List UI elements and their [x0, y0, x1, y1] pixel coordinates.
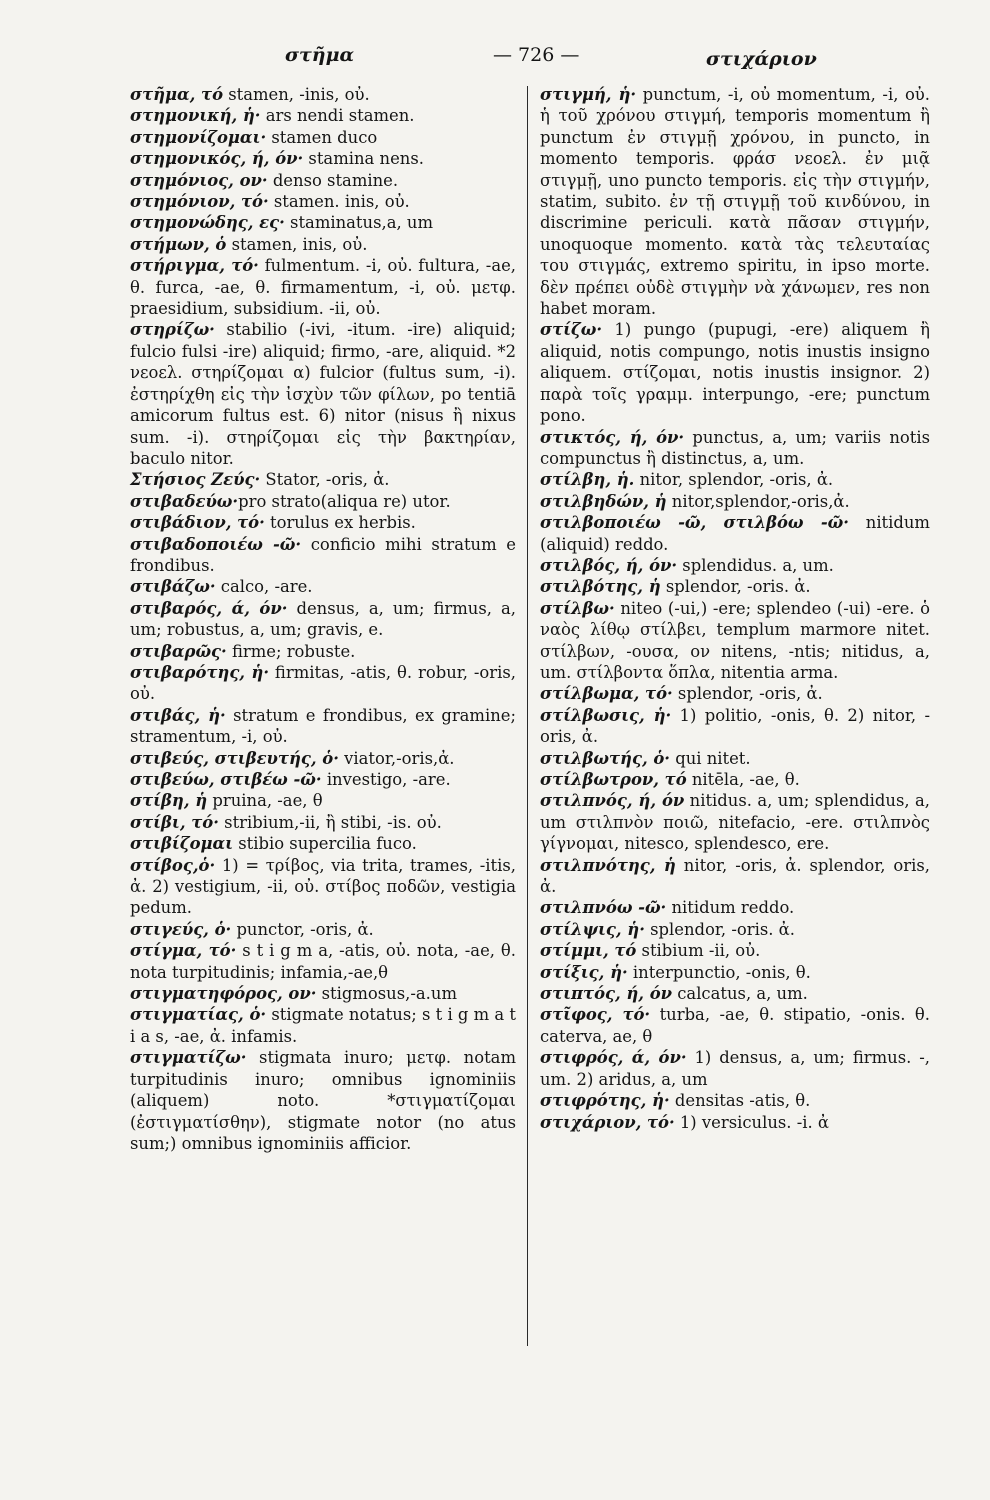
entry-definition: nitor,splendor,-oris,ἀ.: [666, 491, 850, 511]
entry-definition: torulus ex herbis.: [264, 513, 416, 533]
entry-headword: στίλβη, ἡ.: [540, 470, 635, 490]
entry-definition: niteo (-ui,) -ere; splendeo (-ui) -ere. ὁ ναὸς λίθῳ στίλβει, templum marmore nitet. στίλβων, -ουσα, ον nitens, -ntis; nitidus, a, um. στίλβοντα ὅπλα, nitentia arma.: [540, 598, 930, 682]
entry-headword: στιλπνόω -ῶ·: [540, 898, 667, 918]
entry-definition: nitidum (aliquid) reddo.: [540, 513, 930, 554]
page-header: [0, 44, 990, 74]
entry-headword: στίβι, τό·: [130, 812, 219, 832]
dictionary-entry: [130, 234, 516, 255]
entry-headword: στιλβοποιέω -ῶ, στιλβόω -ῶ·: [540, 513, 849, 533]
entry-definition: pro strato(aliqua re) utor.: [238, 491, 451, 511]
entry-definition: densus, a, um; firmus, a, um; robustus, a, um; gravis, e.: [130, 598, 516, 640]
entry-headword: στίμμι, τό: [540, 941, 637, 961]
entry-headword: στιχάριον, τό·: [540, 1112, 675, 1132]
entry-headword: στίλβωτρον, τό: [540, 770, 687, 789]
entry-definition: investigo, -are.: [321, 770, 451, 789]
entry-definition: splendor, -oris, ἀ.: [672, 684, 823, 704]
dictionary-entry: [130, 983, 516, 1004]
entry-definition: punctum, -i, οὐ momentum, -i, οὐ. ἡ τοῦ χρόνου στιγμή, temporis momentum ἢ punctum ἐν στιγμῇ χρόνου, in puncto, in momento temporis. φράσ νεοελ. ἐν μιᾷ στιγμῇ, uno puncto temporis. εἰς τὴν στιγμήν, statim, subito. ἐν τῇ στιγμῇ τοῦ κινδύνου, in discrimine periculi. κατὰ πᾶσαν στιγμήν, unoquoque momento. κατὰ τὰς τελευταίας του στιγμάς, extremo spiritu, in ipso morte. δὲν πρέπει οὐδὲ στιγμὴν νὰ χάνωμεν, res non habet moram.: [540, 85, 930, 319]
entry-definition: fulmentum. -i, οὐ. fultura, -ae, θ. furca, -ae, θ. firmamentum, -i, οὐ. μετφ. praesidium, subsidium. -ii, οὐ.: [130, 256, 517, 319]
dictionary-entry: [130, 940, 516, 983]
entry-definition: s t i g m a, -atis, οὐ. nota, -ae, θ. nota turpitudinis; infamia,-ae,θ: [130, 941, 516, 982]
dictionary-entry: [540, 683, 930, 704]
entry-definition: ars nendi stamen.: [260, 106, 415, 126]
entry-headword: στιλβότης, ἡ: [540, 577, 661, 597]
entry-definition: stigmosus,-a.um: [316, 984, 457, 1004]
entry-definition: splendor, -oris. ἀ.: [660, 577, 811, 597]
entry-definition: 1) versiculus. -i. ἀ: [674, 1112, 829, 1132]
entry-definition: stamen. inis, οὐ.: [268, 192, 410, 212]
entry-headword: στίξις, ἡ·: [540, 962, 628, 982]
entry-headword: στιβαδεύω·: [130, 491, 239, 511]
dictionary-entry: [130, 148, 516, 169]
entry-headword: στηρίζω·: [130, 320, 215, 340]
entry-definition: firme; robuste.: [226, 641, 356, 661]
entry-headword: στιβάς, ἡ·: [130, 705, 226, 725]
dictionary-entry: [540, 491, 930, 512]
entry-definition: nitor, -oris, ἀ. splendor, oris, ἀ.: [540, 855, 930, 897]
dictionary-entry: [540, 790, 930, 854]
entry-headword: στίλψις, ἡ·: [540, 919, 645, 939]
dictionary-entry: [540, 855, 930, 898]
entry-headword: στίλβω·: [540, 598, 615, 618]
entry-headword: στιγματίζω·: [130, 1048, 247, 1068]
dictionary-entry: [540, 319, 930, 426]
entry-definition: stamina nens.: [303, 149, 424, 169]
dictionary-entry: [130, 255, 516, 319]
dictionary-entry: [130, 212, 516, 233]
dictionary-entry: [540, 576, 930, 597]
dictionary-entry: [130, 790, 516, 811]
entry-headword: στήριγμα, τό·: [130, 256, 259, 276]
dictionary-entry: [540, 84, 930, 319]
entry-headword: στίβη, ἡ: [130, 791, 208, 811]
entry-definition: stigmate notatus; s t i g m a t i a s, -ae, ἀ. infamis.: [130, 1005, 516, 1046]
entry-definition: interpunctio, -onis, θ.: [627, 962, 811, 982]
dictionary-entry: [130, 598, 516, 641]
dictionary-entry: [540, 940, 930, 961]
dictionary-entry: [130, 855, 516, 919]
dictionary-entry: [540, 748, 930, 769]
entry-definition: 1) pungo (pupugi, -ere) aliquem ἢ aliquid, notis compungo, notis inustis insigno aliquem. στίζομαι, notis inustis insignor. 2) παρὰ τοῖς γραμμ. interpungo, -ere; punctum pono.: [540, 320, 930, 426]
entry-headword: στημόνιος, ον·: [130, 170, 268, 190]
entry-headword: στῖφος, τό·: [540, 1005, 651, 1025]
entry-definition: stamen, -inis, οὐ.: [223, 85, 370, 104]
entry-headword: στιβεύς, στιβευτής, ὁ·: [130, 748, 339, 768]
entry-headword: στιγεύς, ὁ·: [130, 919, 232, 939]
entry-headword: Στήσιος Ζεύς·: [130, 470, 261, 490]
entry-headword: στημόνιον, τό·: [130, 192, 269, 212]
entry-headword: στημονικός, ή, όν·: [130, 149, 304, 169]
entry-headword: στίγμα, τό·: [130, 941, 237, 961]
dictionary-entry: [130, 662, 516, 705]
dictionary-entry: [540, 427, 930, 470]
dictionary-entry: [540, 1112, 930, 1133]
entry-definition: punctus, a, um; variis notis compunctus ἢ distinctus, a, um.: [540, 427, 930, 468]
entry-headword: στιβαδοποιέω -ῶ·: [130, 534, 302, 554]
entry-definition: firmitas, -atis, θ. robur, -oris, οὐ.: [130, 662, 516, 704]
dictionary-entry: [130, 319, 516, 469]
left-running-head: στῆμα: [285, 44, 355, 66]
entry-definition: stibium -ii, οὐ.: [636, 941, 761, 961]
entry-definition: nitidus. a, um; splendidus, a, um στιλπνὸν ποιῶ, nitefacio, -ere. στιλπνὸς γίγνομαι, nitesco, splendesco, ere.: [540, 791, 930, 854]
entry-headword: στιγματίας, ὁ·: [130, 1005, 267, 1025]
dictionary-entry: [130, 469, 516, 490]
dictionary-entry: [540, 705, 930, 748]
dictionary-entry: [130, 170, 516, 191]
entry-headword: στιλπνός, ή, όν: [540, 791, 685, 811]
dictionary-entry: [540, 962, 930, 983]
entry-definition: nitor, splendor, -oris, ἀ.: [634, 470, 834, 490]
entry-headword: στημονική, ἡ·: [130, 106, 261, 126]
entry-definition: pruina, -ae, θ: [207, 791, 323, 811]
entry-headword: στιβίζομαι: [130, 834, 234, 854]
entry-definition: stibio supercilia fuco.: [233, 834, 417, 854]
entry-definition: stamen, inis, οὐ.: [226, 234, 368, 254]
entry-headword: στιγματηφόρος, ον·: [130, 984, 317, 1004]
entry-headword: στῆμα, τό: [130, 85, 224, 104]
entry-definition: 1) = τρίβος, via trita, trames, -itis, ἀ. 2) vestigium, -ii, οὐ. στίβος ποδῶν, vestigia pedum.: [130, 855, 516, 918]
entry-definition: nitēla, -ae, θ.: [686, 770, 800, 789]
entry-definition: splendor, -oris. ἀ.: [644, 919, 795, 939]
page-number: — 726 —: [493, 44, 580, 66]
entry-definition: calcatus, a, um.: [672, 984, 808, 1004]
dictionary-entry: [130, 748, 516, 769]
dictionary-entry: [130, 512, 516, 533]
entry-definition: stabilio (-ivi, -itum. -ire) aliquid; fulcio fulsi -ire) aliquid; firmo, -are, aliquid. *2 νεοελ. στηρίζομαι α) fulcior (fultus sum, -i). ἐστηρίχθη εἰς τὴν ἰσχὺν τῶν φίλων, po tentiā amicorum fultus est. 6) nitor (nisus ἢ nixus sum. -i). στηρίζομαι εἰς τὴν βακτηρίαν, baculo nitor.: [130, 320, 516, 468]
column-divider: [527, 86, 528, 1346]
entry-headword: στιβάδιον, τό·: [130, 513, 265, 533]
entry-headword: στημονώδης, ες·: [130, 213, 285, 233]
dictionary-entry: [130, 1004, 516, 1047]
entry-headword: στίλβωσις, ἡ·: [540, 705, 672, 725]
dictionary-entry: [130, 833, 516, 854]
entry-definition: qui nitet.: [670, 748, 751, 768]
entry-definition: 1) densus, a, um; firmus. -, um. 2) aridus, a, um: [540, 1048, 931, 1089]
dictionary-entry: [130, 576, 516, 597]
entry-definition: splendidus. a, um.: [677, 555, 834, 575]
entry-headword: στιβάζω·: [130, 577, 216, 597]
dictionary-entry: [540, 1047, 930, 1090]
entry-definition: 1) politio, -onis, θ. 2) nitor, -oris, ἀ.: [540, 705, 930, 747]
entry-definition: staminatus,a, um: [284, 213, 433, 233]
entry-definition: stribium,-ii, ἢ stibi, -is. οὐ.: [218, 812, 442, 832]
dictionary-entry: [540, 469, 930, 490]
dictionary-entry: [130, 105, 516, 126]
dictionary-entry: [130, 769, 516, 790]
entry-definition: stamen duco: [266, 127, 378, 147]
entry-headword: στίζω·: [540, 320, 603, 340]
entry-headword: στιφρότης, ἡ·: [540, 1091, 670, 1111]
entry-definition: calco, -are.: [215, 577, 313, 597]
dictionary-entry: [540, 983, 930, 1004]
entry-headword: στιλπνότης, ἡ: [540, 855, 676, 875]
left-column: [130, 84, 516, 1154]
entry-definition: stratum e frondibus, ex gramine; stramentum, -i, οὐ.: [130, 705, 516, 747]
entry-headword: στιλβωτής, ὁ·: [540, 748, 671, 768]
dictionary-entry: [540, 1004, 930, 1047]
entry-definition: densitas -atis, θ.: [669, 1091, 811, 1111]
entry-headword: στιβεύω, στιβέω -ῶ·: [130, 770, 322, 789]
dictionary-entry: [130, 641, 516, 662]
entry-headword: στικτός, ή, όν·: [540, 427, 685, 447]
dictionary-entry: [130, 127, 516, 148]
dictionary-entry: [540, 1090, 930, 1111]
dictionary-entry: [130, 491, 516, 512]
dictionary-entry: [540, 919, 930, 940]
dictionary-entry: [130, 1047, 516, 1154]
entry-definition: conficio mihi stratum e frondibus.: [130, 534, 516, 575]
entry-headword: στίλβωμα, τό·: [540, 684, 673, 704]
dictionary-entry: [540, 769, 930, 790]
dictionary-entry: [130, 812, 516, 833]
entry-definition: turba, -ae, θ. stipatio, -onis. θ. caterva, ae, θ: [540, 1005, 930, 1046]
dictionary-entry: [130, 84, 516, 105]
entry-headword: στίβος,ὁ·: [130, 855, 216, 875]
entry-headword: στημονίζομαι·: [130, 127, 267, 147]
entry-definition: stigmata inuro; μετφ. notam turpitudinis inuro; omnibus ignominiis (aliquem) noto. *στιγματίζομαι (ἐστιγματίσθην), stigmate notor (no atus sum;) omnibus ignominiis afficior.: [130, 1048, 516, 1153]
entry-headword: στιβαρότης, ἡ·: [130, 662, 270, 682]
entry-headword: στιπτός, ή, όν: [540, 984, 673, 1004]
dictionary-entry: [130, 919, 516, 940]
dictionary-entry: [130, 705, 516, 748]
entry-definition: nitidum reddo.: [666, 898, 795, 918]
dictionary-entry: [130, 534, 516, 577]
dictionary-entry: [540, 512, 930, 555]
entry-definition: punctor, -oris, ἀ.: [231, 919, 374, 939]
dictionary-entry: [540, 555, 930, 576]
entry-headword: στήμων, ὁ: [130, 234, 227, 254]
entry-definition: viator,-oris,ἀ.: [338, 748, 455, 768]
dictionary-entry: [540, 598, 930, 684]
right-running-head: στιχάριον: [706, 48, 817, 70]
dictionary-entry: [540, 897, 930, 918]
entry-headword: στιβαρῶς·: [130, 641, 227, 661]
entry-headword: στιλβός, ή, όν·: [540, 555, 678, 575]
entry-definition: Stator, -oris, ἀ.: [260, 470, 390, 490]
entry-definition: denso stamine.: [267, 170, 399, 190]
dictionary-entry: [130, 191, 516, 212]
entry-headword: στιλβηδών, ἡ: [540, 491, 667, 511]
right-column: [540, 84, 930, 1133]
entry-headword: στιγμή, ἡ·: [540, 85, 637, 104]
entry-headword: στιβαρός, ά, όν·: [130, 598, 288, 618]
entry-headword: στιφρός, ά, όν·: [540, 1048, 687, 1068]
